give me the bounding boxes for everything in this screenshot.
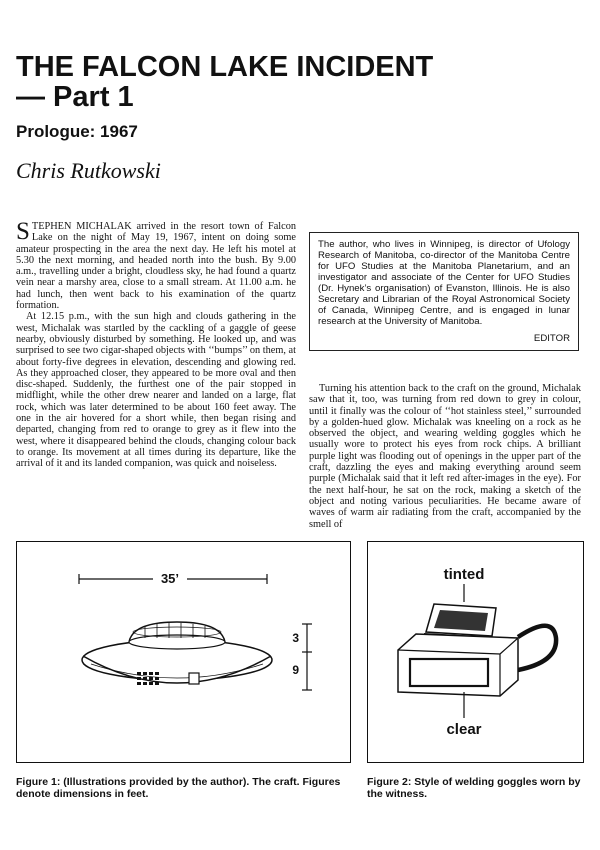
- paragraph: At 12.15 p.m., with the sun high and clouds gathering in the west, Michalak was startled by the cackling of a gaggle of geese nearby, obviously disturbed by something. He looked up, and was surprised to see two cigar-shaped objects with ‘‘bumps’’ on them, at about forty-five degrees in elevation, descending and glowing red. As they approached closer, they appeared to be more oval and then disc-shaped. Suddenly, the furthest one of the pair stopped in midflight, while the other drew nearer and landed on a large, flat rock, which was later determined to be about 160 feet away. The one in the air hovered for a short while, then began rising and departed, changing from red to orange to grey as it flew into the west, where it disappeared behind the clouds, changing colour back to orange. Its movement at all times during its departure, like the arrival of it and its landed companion, was quick and noiseless.: [16, 311, 296, 470]
- figure-2-caption: Figure 2: Style of welding goggles worn by the witness.: [367, 776, 581, 800]
- article-subtitle: Prologue: 1967: [16, 122, 138, 141]
- figure-1-caption: Figure 1: (Illustrations provided by the author). The craft. Figures denote dimensions in feet.: [16, 776, 341, 800]
- bottom-height-label: 9: [292, 663, 299, 677]
- top-height-label: 3: [292, 631, 299, 645]
- editor-signature: EDITOR: [533, 333, 570, 344]
- figure-2-frame: [367, 541, 584, 763]
- article-author: Chris Rutkowski: [16, 158, 161, 183]
- editor-note-text: The author, who lives in Winnipeg, is director of Ufology Research of Manitoba, co-director of the Manitoba Centre for UFO Studies at the Manitoba Planetarium, and an investigator and associate of the Center for UFO Studies (Dr. Hynek’s organisation) of Evanston, Illinois. He is also Secretary and Librarian of the Royal Astronomical Society of Canada, Winnipeg Centre, and is engaged in lunar research at the University of Manitoba.: [318, 239, 570, 327]
- paragraph: Turning his attention back to the craft on the ground, Michalak saw that it, too, was turning from red down to grey in colour, until it finally was the colour of ‘‘hot stainless steel,’’ surrounded by a golden-hued glow. Michalak was kneeling on a rock as he observed the object, and wearing welding goggles which he usually wore to protect his eyes from rock chips. A brilliant purple light was flooding out of openings in the upper part of the craft, dazzling the eyes and making everything around seem purple (Michalak said that it left red after-images in the eye). For the next half-hour, he sat on the rock, making a sketch of the object and noting various peculiarities. He became aware of waves of warm air radiating from the craft, accompanied by the smell of: [309, 383, 581, 530]
- goggles-illustration: [368, 542, 582, 761]
- width-dimension-label: 35’: [160, 571, 180, 586]
- editor-note-box: [309, 232, 579, 351]
- drop-cap: S: [16, 218, 30, 245]
- body-column-left: [16, 218, 296, 470]
- craft-illustration: [17, 542, 349, 761]
- clear-label: clear: [446, 721, 482, 738]
- paragraph: STEPHEN MICHALAK arrived in the resort town of Falcon Lake on the night of May 19, 1967, intent on doing some amateur prospecting in the area the next day. He left his motel at 5.30 the next morning, and headed north into the bush. By 9.00 a.m., travelling under a bright, cloudless sky, he had found a quartz vein near a marshy area, close to a small stream. At 11.00 a.m. he had lunch, then went back to his examination of the quartz formation.: [16, 218, 296, 312]
- body-column-right: [309, 383, 581, 530]
- tinted-label: tinted: [443, 566, 485, 583]
- figure-1-frame: [16, 541, 351, 763]
- article-title: THE FALCON LAKE INCIDENT — Part 1: [16, 51, 434, 113]
